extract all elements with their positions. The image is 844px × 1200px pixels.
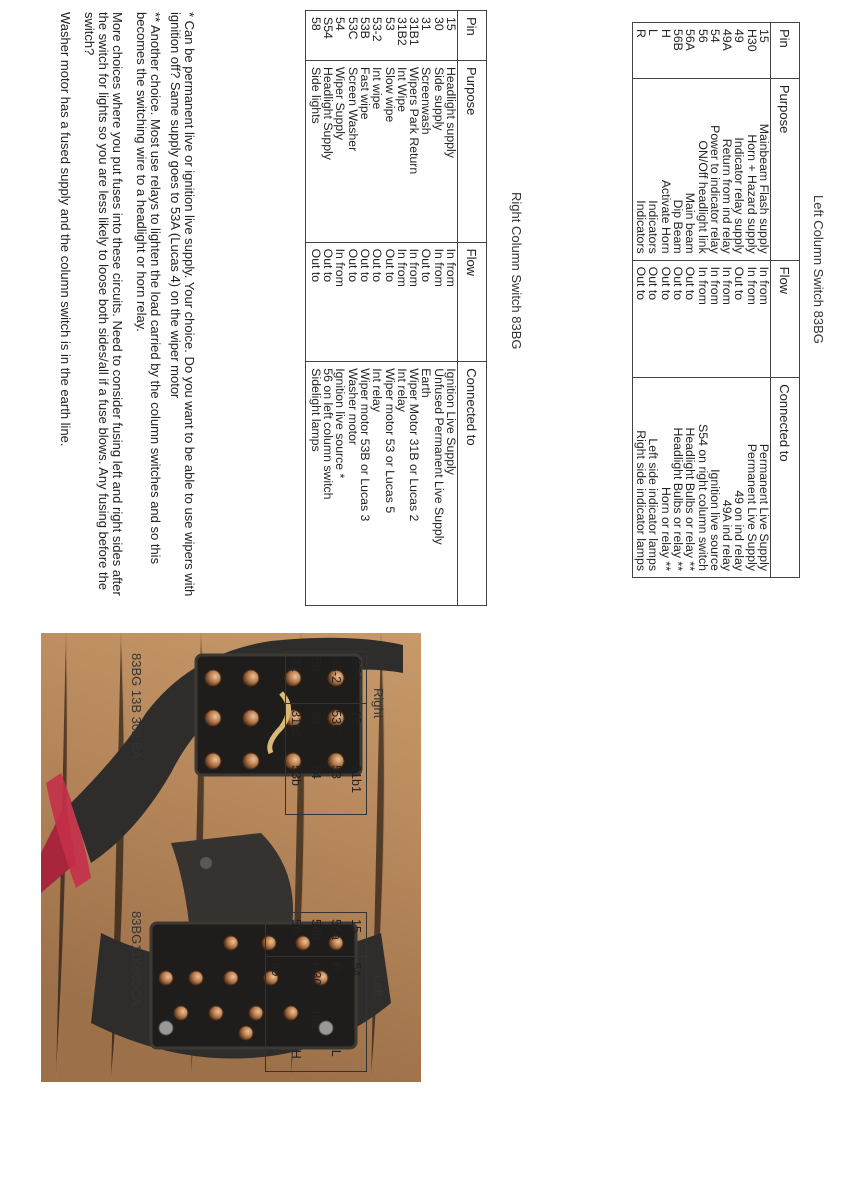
left-row-2-col-3: 49 on ind relay [732,490,747,571]
left-row-7-col-1: Dip Beam [670,199,685,254]
connector-pin-label: 30 [306,704,326,759]
right-pin-column [306,11,458,61]
connector-pin-label: R [326,956,346,1002]
left-row-6-col-0: 56A [683,29,698,51]
connector-right-part-number: 83BG 13B 302 BA [129,653,144,760]
right-row-0-col-2: In from [444,248,458,287]
connector-row [306,652,326,815]
note-2: ** Another choice. Most use relays to lighten the load carried by the column switches and so this becomes the switching wire to a headlight or horn relay. [134,12,163,565]
right-row-7-col-0: 53B [357,17,372,39]
right-row-6-col-0: 53-2 [370,17,385,42]
left-row-3-col-2: In from [720,266,735,305]
right-row-6-col-3: Int relay [370,368,385,413]
connector-pin-label: 54 [346,956,367,1002]
right-row-7-col-1: Fast wipe [357,66,372,120]
left-row-10-col-2: Out to [634,266,649,301]
right-column-switch-table [305,10,487,606]
left-row-3-col-3: 49A ind relay [720,499,735,571]
right-row-4-col-3: Int relay [394,368,409,413]
left-row-5-col-3: S54 on right column switch [695,424,710,571]
right-row-3-col-3: Wiper Motor 31B or Lucas 2 [407,368,422,522]
right-row-3-col-1: Wipers Park Return [407,66,422,175]
right-row-6-col-1: Int wipe [370,66,385,110]
left-row-8-col-3: Horn or relay ** [658,486,673,571]
connector-pin-label: 53 [329,765,343,780]
connector-pin-label: 31b2 [286,704,307,759]
right-row-3-col-0: 31B1 [407,17,422,46]
right-row-0-col-1: Headlight supply [444,66,458,158]
connector-pin-label: 53b [289,765,303,786]
left-row-9-col-2: Out to [646,266,661,301]
left-row-1-col-1: Horn + Hazard supply [744,134,759,254]
connector-row [306,913,326,1072]
left-row-2-col-2: Out to [732,266,747,301]
left-table-title: Left Column Switch 83BG [811,195,826,344]
left-row-0-col-2: In from [757,266,771,305]
right-row-4-col-1: Int Wipe [394,66,409,113]
left-row-4-col-2: In from [707,266,722,305]
connector-pin-label: 31 [289,658,303,672]
left-row-5-col-0: 56 [695,29,710,43]
right-row-3-col-2: In from [407,248,422,287]
left-header-flow: Flow [771,260,800,378]
connector-pin-label: 56 [289,919,303,933]
right-row-7-col-2: Out to [357,248,372,283]
connector-left-title: Left [371,975,386,997]
right-row-5-col-0: 53 [382,17,397,31]
connector-right-map [285,651,367,815]
connector-pin-label: 58 [309,658,323,672]
left-row-3-col-1: Return from ind relay [720,138,735,254]
right-row-6-col-2: Out to [370,248,385,283]
connector-row [286,652,307,815]
right-row-1-col-2: In from [431,248,446,287]
left-row-9-col-0: L [646,29,661,36]
connector-pin-label [346,1044,367,1072]
right-row-0-col-3: Ignition Live Supply [444,368,458,475]
connector-row [346,652,367,815]
right-header-pin: Pin [458,11,487,61]
note-3: More choices where you put fuses into these circuits. Need to consider fusing left and right sides after the switch for lights so you are less likely to loose both sides/all if a fuse blows. Any fusing before the switch? [82,12,125,596]
left-row-10-col-3: Right side indicator lamps [634,430,649,571]
right-header-flow: Flow [458,242,487,362]
right-header-purpose: Purpose [458,60,487,242]
connector-row [286,913,306,1072]
right-table-title: Right Column Switch 83BG [509,192,524,350]
connector-pin-label [326,1002,346,1044]
right-row-11-col-3: Sidelight lamps [308,368,323,452]
right-row-10-col-1: Headlight Supply [321,66,336,160]
connector-pin-label: S54 [349,658,363,681]
right-row-5-col-2: Out to [382,248,397,283]
left-row-7-col-0: 56B [670,29,685,51]
connector-pin-label [266,913,287,957]
note-4: Washer motor has a fused supply and the column switch is in the earth line. [58,12,73,447]
connector-pin-label: 56b [309,919,323,940]
left-row-1-col-2: In from [744,266,759,305]
connector-pin-label: L [329,1049,343,1057]
right-header-connected: Connected to [458,362,487,606]
left-connected-column [633,378,771,578]
right-row-8-col-0: 53C [345,17,360,40]
connector-pin-label: 54 [309,765,323,780]
connector-pin-label: 15 [349,919,363,933]
left-row-10-col-1: Indicators [634,200,649,254]
right-row-8-col-3: Washer motor [345,368,360,446]
connector-pin-label: 53-2 [329,658,343,684]
connector-pin-label [286,1002,306,1044]
left-row-9-col-3: Left side indicator lamps [646,438,661,571]
right-connected-column [306,362,458,606]
note-1: * Can be permanent live or ignition live supply. Your choice. Do you want to be able to use wipers with ignition off? Same supply goes to 53A (Lucas 4) on the wiper motor [168,12,197,597]
left-header-pin: Pin [771,23,800,79]
right-row-1-col-3: Unfused Permanent Live Supply [431,368,446,545]
right-flow-column [306,242,458,362]
left-row-0-col-1: Mainbeam Flash supply [757,123,771,254]
right-row-2-col-3: Earth [419,368,434,398]
right-row-8-col-2: Out to [345,248,360,283]
connector-left-map [265,912,367,1072]
connector-pin-label: H30 [306,956,326,1002]
connector-row [326,913,346,1072]
left-row-2-col-0: 49 [732,29,747,43]
left-row-8-col-2: Out to [658,266,673,301]
right-row-0-col-0: 15 [444,17,458,31]
right-purpose-column [306,60,458,242]
left-row-6-col-1: Main beam [683,192,698,254]
right-row-11-col-1: Side lights [308,66,323,124]
connector-pin-label: 49a [309,1007,323,1029]
left-pin-column [633,23,771,79]
notes-section [48,12,196,612]
connector-pin-label: 31b1 [349,765,363,793]
right-row-7-col-3: Wiper motor 53B or Lucas 3 [357,368,372,522]
right-row-4-col-2: In from [394,248,409,287]
connector-pin-label [346,1002,367,1044]
left-row-1-col-0: H30 [744,29,759,52]
left-flow-column [633,260,771,378]
left-row-10-col-0: R [634,29,649,38]
right-row-1-col-1: Side supply [431,66,446,131]
left-row-0-col-3: Permanent Live Supply [757,443,771,571]
right-row-2-col-2: Out to [419,248,434,283]
left-row-3-col-0: 49A [720,29,735,51]
connector-pin-label: 53C [326,704,346,759]
connector-pin-label: H [289,1049,303,1059]
right-row-11-col-2: Out to [308,248,323,283]
left-row-8-col-0: H [658,29,673,38]
connector-pin-label: 15 [346,704,367,759]
right-row-2-col-0: 31 [419,17,434,31]
left-column-switch-table [632,22,800,578]
left-row-4-col-0: 54 [707,29,722,43]
left-purpose-column [633,78,771,260]
right-row-9-col-3: Ignition live source * [333,368,348,479]
left-row-4-col-3: Ignition live source [707,469,722,571]
right-row-10-col-0: S54 [321,17,336,39]
right-row-9-col-1: Wiper Supply [333,66,348,141]
left-row-4-col-1: Power to indicator relay [707,125,722,254]
left-row-7-col-3: Headlight Bulbs or relay ** [670,427,685,571]
connector-row [326,652,346,815]
right-row-10-col-2: Out to [321,248,336,283]
connector-row [266,913,287,1072]
connector-left-part-number: 83BG11K665CA [129,911,144,1007]
right-row-2-col-1: Screenwash [419,66,434,135]
right-row-11-col-0: 58 [308,17,323,31]
connector-pin-label [306,1044,326,1072]
left-row-1-col-3: Permanent Live Supply [744,443,759,571]
connector-pin-label [266,1002,287,1044]
connector-pin-label: 56a [329,919,343,940]
left-row-8-col-1: Activate Horn [658,179,673,254]
right-row-5-col-3: Wiper motor 53 or Lucas 5 [382,368,397,514]
right-row-9-col-2: In from [333,248,348,287]
left-row-0-col-0: 15 [757,29,771,43]
connector-pin-label [266,1044,287,1072]
connector-row [346,913,367,1072]
left-row-5-col-2: In from [695,266,710,305]
right-row-5-col-1: Slow wipe [382,66,397,123]
left-header-purpose: Purpose [771,78,800,260]
left-row-9-col-1: Indicators [646,200,661,254]
left-row-7-col-2: Out to [670,266,685,301]
left-row-6-col-3: Headlight Bulbs or relay ** [683,427,698,571]
right-row-4-col-0: 31B2 [394,17,409,46]
connector-pin-label [286,956,306,1002]
right-row-10-col-3: 56 on left column switch [321,368,336,500]
right-row-9-col-0: 54 [333,17,348,31]
left-header-connected: Connected to [771,378,800,578]
right-row-8-col-1: Screen Washer [345,66,360,152]
left-row-2-col-1: Indicator relay supply [732,137,747,254]
connector-right-title: Right [371,688,386,719]
connector-pin-label: 49 [266,956,287,1002]
right-row-1-col-0: 30 [431,17,446,31]
left-row-6-col-2: Out to [683,266,698,301]
left-row-5-col-1: ON/Off headlight link [695,140,710,254]
